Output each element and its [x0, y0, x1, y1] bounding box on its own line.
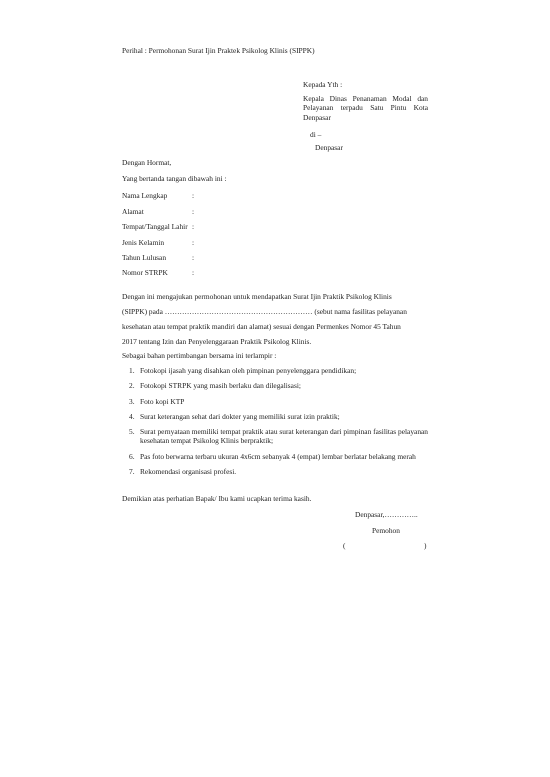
list-number: 7.	[129, 466, 135, 476]
field-label: Nomor STRPK	[122, 268, 168, 277]
intro-text: Yang bertanda tangan dibawah ini :	[122, 174, 227, 183]
list-item	[122, 452, 428, 461]
signature-open-paren: (	[343, 541, 346, 550]
greeting: Dengan Hormat,	[122, 158, 172, 167]
request-line: (SIPPK) pada …………………………………………………… (sebut nama fasilitas pelayanan	[122, 307, 407, 316]
request-line: Dengan ini mengajukan permohonan untuk mendapatkan Surat Ijin Praktik Psikolog Klinis	[122, 292, 392, 301]
addressee-city: Denpasar	[315, 143, 343, 152]
field-label: Tempat/Tanggal Lahir	[122, 222, 188, 231]
request-line: 2017 tentang Izin dan Penyelenggaraan Praktik Psikolog Klinis.	[122, 337, 312, 346]
field-colon: :	[192, 268, 195, 277]
list-text: Fotokopi ijasah yang disahkan oleh pimpinan penyelenggara pendidikan;	[140, 366, 357, 375]
attachments-list	[122, 366, 428, 476]
list-text: Surat keterangan sehat dari dokter yang memiliki surat izin praktik;	[140, 411, 340, 421]
addressee-office: Kepala Dinas Penanaman Modal dan Pelayanan terpadu Satu Pintu Kota Denpasar	[303, 94, 428, 122]
list-number: 3.	[129, 396, 135, 406]
field-label: Jenis Kelamin	[122, 238, 165, 247]
signature-role: Pemohon	[372, 526, 400, 535]
field-colon: :	[192, 222, 195, 231]
list-item	[122, 467, 428, 476]
field-label: Nama Lengkap	[122, 191, 168, 200]
list-text: Foto kopi KTP	[140, 396, 185, 406]
addressee-to: Kepada Yth :	[303, 80, 343, 89]
list-item	[122, 397, 428, 406]
closing-text: Demikian atas perhatian Bapak/ Ibu kami ucapkan terima kasih.	[122, 494, 312, 503]
list-item	[122, 366, 428, 375]
list-text: Surat pernyataan memiliki tempat praktik atau surat keterangan dari pimpinan fasilitas pelayanan kesehatan tempat Psikolog Klinis berpraktik;	[140, 427, 428, 446]
list-number: 2.	[129, 381, 135, 391]
field-colon: :	[192, 191, 195, 200]
field-label: Tahun Lulusan	[122, 253, 167, 262]
list-number: 1.	[129, 366, 135, 375]
list-number: 5.	[129, 427, 135, 436]
list-item	[122, 427, 428, 446]
request-line: kesehatan atau tempat praktik mandiri dan alamat) sesuai dengan Permenkes Nomor 45 Tahun	[122, 322, 401, 331]
list-number: 6.	[129, 451, 135, 461]
attachments-intro: Sebagai bahan pertimbangan bersama ini terlampir :	[122, 351, 277, 360]
subject-line: Perihal : Permohonan Surat Ijin Praktek Psikolog Klinis (SIPPK)	[122, 46, 315, 55]
field-label: Alamat	[122, 207, 144, 216]
list-item	[122, 381, 428, 390]
list-text: Rekomendasi organisasi profesi.	[140, 466, 237, 476]
field-colon: :	[192, 207, 195, 216]
list-number: 4.	[129, 411, 135, 421]
signature-close-paren: )	[424, 541, 427, 550]
list-text: Fotokopi STRPK yang masih berlaku dan dilegalisasi;	[140, 381, 301, 391]
list-text: Pas foto berwarna terbaru ukuran 4x6cm sebanyak 4 (empat) lembar berlatar belakang merah	[140, 451, 416, 461]
addressee-di: di –	[310, 130, 322, 139]
field-colon: :	[192, 253, 195, 262]
signature-place-date: Denpasar,…………..	[355, 510, 418, 519]
list-item	[122, 412, 428, 421]
field-colon: :	[192, 238, 195, 247]
